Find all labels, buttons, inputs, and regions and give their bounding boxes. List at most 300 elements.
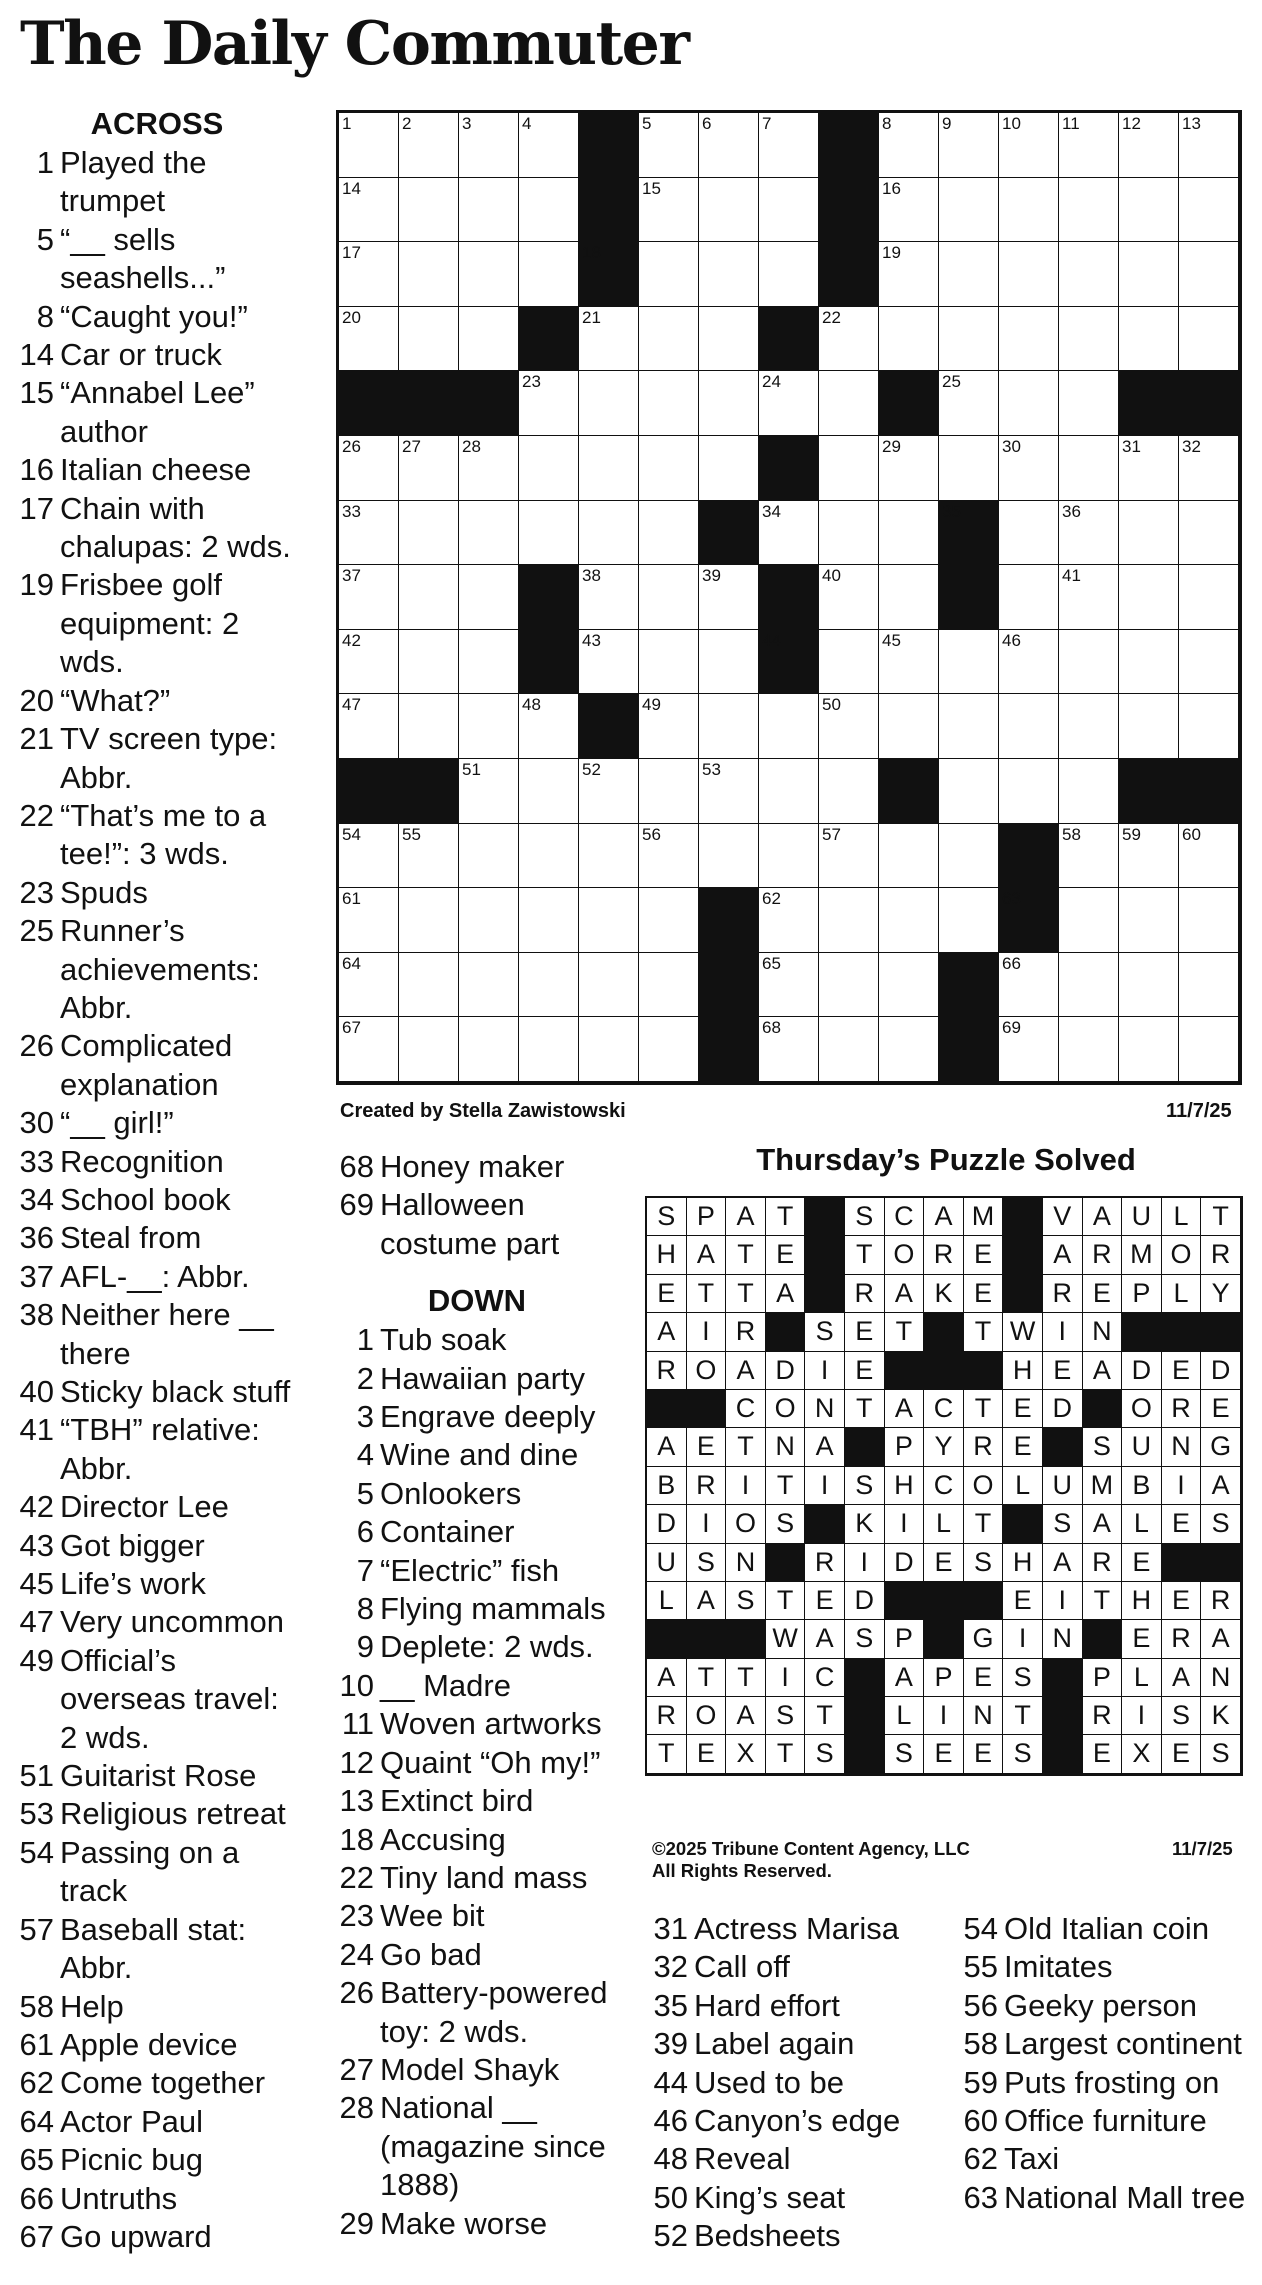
grid-cell[interactable] [339, 242, 399, 307]
solved-letter: N [1043, 1620, 1083, 1658]
grid-cell[interactable] [399, 953, 459, 1018]
grid-cell[interactable] [1059, 694, 1119, 759]
cell-number: 38 [582, 566, 601, 586]
cell-number: 69 [1002, 1018, 1021, 1038]
grid-cell[interactable] [519, 371, 579, 436]
grid-cell[interactable] [519, 694, 579, 759]
grid-cell[interactable] [819, 759, 879, 824]
grid-cell[interactable] [1119, 694, 1179, 759]
cell-number: 23 [522, 372, 541, 392]
grid-cell[interactable] [879, 501, 939, 566]
grid-cell[interactable] [1119, 501, 1179, 566]
solved-black-square [766, 1313, 806, 1351]
grid-cell[interactable] [819, 436, 879, 501]
grid-cell[interactable] [399, 630, 459, 695]
grid-cell[interactable] [1059, 501, 1119, 566]
grid-cell[interactable] [699, 630, 759, 695]
solved-letter: Y [1201, 1275, 1241, 1313]
grid-cell[interactable] [759, 501, 819, 566]
grid-cell[interactable] [639, 242, 699, 307]
grid-cell[interactable] [1179, 501, 1239, 566]
grid-cell[interactable] [1179, 824, 1239, 889]
grid-cell[interactable] [1119, 242, 1179, 307]
grid-cell[interactable] [399, 436, 459, 501]
grid-cell[interactable] [939, 630, 999, 695]
grid-cell[interactable] [339, 888, 399, 953]
grid-cell[interactable] [1119, 307, 1179, 372]
clue [14, 1988, 300, 2026]
grid-cell[interactable] [819, 501, 879, 566]
grid-cell[interactable] [879, 307, 939, 372]
clue-text: Battery-powered toy: 2 wds. [380, 1975, 608, 2049]
clue [646, 2217, 946, 2255]
solved-letter: A [1201, 1620, 1241, 1658]
grid-cell[interactable] [819, 694, 879, 759]
clue-number: 8 [36, 298, 54, 334]
grid-cell[interactable] [339, 113, 399, 178]
grid-cell[interactable] [339, 501, 399, 566]
cell-number: 41 [1062, 566, 1081, 586]
grid-cell[interactable] [1179, 113, 1239, 178]
grid-cell[interactable] [999, 953, 1059, 1018]
grid-cell[interactable] [879, 113, 939, 178]
clue-text: “TBH” relative: Abbr. [60, 1412, 260, 1486]
clue-number: 28 [339, 2090, 374, 2126]
grid-cell[interactable] [999, 630, 1059, 695]
solved-letter: E [805, 1582, 845, 1620]
grid-cell[interactable] [1179, 242, 1239, 307]
grid-cell[interactable] [879, 1017, 939, 1082]
grid-cell[interactable] [459, 953, 519, 1018]
clue-text: National Mall tree [1004, 2179, 1246, 2215]
grid-cell[interactable] [579, 371, 639, 436]
solved-letter: S [1201, 1735, 1241, 1773]
grid-cell[interactable] [699, 242, 759, 307]
grid-cell[interactable] [519, 178, 579, 243]
grid-cell[interactable] [519, 1017, 579, 1082]
grid-cell[interactable] [639, 565, 699, 630]
clue-number: 7 [356, 1552, 374, 1588]
down-clues-continued-2 [956, 1910, 1256, 2217]
clue-number: 66 [19, 2180, 54, 2216]
solved-letter: P [885, 1620, 925, 1658]
solved-letter: T [1083, 1582, 1123, 1620]
cell-number: 45 [882, 630, 901, 650]
grid-cell[interactable] [519, 759, 579, 824]
grid-cell[interactable] [639, 824, 699, 889]
grid-cell[interactable] [459, 759, 519, 824]
solved-letter: N [726, 1544, 766, 1582]
grid-cell[interactable] [699, 178, 759, 243]
clue [14, 1219, 300, 1257]
black-square [939, 1017, 999, 1082]
grid-cell[interactable] [459, 242, 519, 307]
grid-cell[interactable] [999, 565, 1059, 630]
grid-cell[interactable] [399, 565, 459, 630]
clue-number: 54 [19, 1834, 54, 1870]
grid-cell[interactable] [819, 630, 879, 695]
grid-cell[interactable] [639, 759, 699, 824]
grid-cell[interactable] [399, 178, 459, 243]
grid-cell[interactable] [639, 436, 699, 501]
grid-cell[interactable] [579, 824, 639, 889]
grid-cell[interactable] [819, 1017, 879, 1082]
grid-cell[interactable] [699, 565, 759, 630]
cell-number: 43 [582, 630, 601, 650]
grid-cell[interactable] [1179, 436, 1239, 501]
cell-number: 60 [1182, 824, 1201, 844]
grid-cell[interactable] [939, 113, 999, 178]
solved-black-square [924, 1582, 964, 1620]
grid-cell[interactable] [339, 824, 399, 889]
solved-letter: R [1043, 1275, 1083, 1313]
solved-letter: D [885, 1544, 925, 1582]
grid-cell[interactable] [1179, 953, 1239, 1018]
grid-cell[interactable] [939, 694, 999, 759]
solved-letter: R [805, 1544, 845, 1582]
grid-cell[interactable] [699, 824, 759, 889]
cell-number: 28 [462, 436, 481, 456]
grid-cell[interactable] [639, 953, 699, 1018]
solved-letter: A [1083, 1505, 1123, 1543]
black-square [1179, 759, 1239, 824]
grid-cell[interactable] [339, 436, 399, 501]
clue [14, 797, 300, 874]
grid-cell[interactable] [1059, 888, 1119, 953]
grid-cell[interactable] [519, 501, 579, 566]
clue [332, 1974, 622, 2051]
grid-cell[interactable] [1059, 242, 1119, 307]
grid-cell[interactable] [1059, 436, 1119, 501]
grid-cell[interactable] [879, 630, 939, 695]
grid-cell[interactable] [1119, 436, 1179, 501]
solved-letter: A [647, 1313, 687, 1351]
grid-cell[interactable] [699, 759, 759, 824]
grid-cell[interactable] [639, 178, 699, 243]
grid-cell[interactable] [1119, 824, 1179, 889]
grid-cell[interactable] [759, 1017, 819, 1082]
grid-cell[interactable] [1059, 630, 1119, 695]
grid-cell[interactable] [1119, 888, 1179, 953]
grid-cell[interactable] [579, 759, 639, 824]
grid-cell[interactable] [879, 565, 939, 630]
clue-text: Wine and dine [380, 1437, 579, 1473]
grid-cell[interactable] [1059, 1017, 1119, 1082]
clue-number: 35 [653, 1987, 688, 2023]
grid-cell[interactable] [999, 371, 1059, 436]
solved-letter: O [687, 1697, 727, 1735]
grid-cell[interactable] [639, 501, 699, 566]
grid-cell[interactable] [879, 824, 939, 889]
grid-cell[interactable] [339, 630, 399, 695]
cell-number: 36 [1062, 501, 1081, 521]
grid-cell[interactable] [519, 242, 579, 307]
clue [332, 1513, 622, 1551]
black-square [879, 759, 939, 824]
grid-cell[interactable] [1179, 307, 1239, 372]
grid-cell[interactable] [759, 113, 819, 178]
grid-cell[interactable] [579, 630, 639, 695]
black-square [819, 178, 879, 243]
grid-cell[interactable] [519, 824, 579, 889]
grid-cell[interactable] [759, 759, 819, 824]
grid-cell[interactable] [819, 953, 879, 1018]
solved-letter: S [647, 1198, 687, 1236]
cell-number: 2 [402, 114, 412, 133]
solved-black-square [647, 1390, 687, 1428]
grid-cell[interactable] [339, 307, 399, 372]
grid-cell[interactable] [1179, 694, 1239, 759]
grid-cell[interactable] [1059, 953, 1119, 1018]
grid-cell[interactable] [459, 888, 519, 953]
solved-letter: T [964, 1390, 1004, 1428]
grid-cell[interactable] [939, 307, 999, 372]
grid-cell[interactable] [579, 565, 639, 630]
clue-number: 67 [19, 2218, 54, 2254]
grid-cell[interactable] [1179, 888, 1239, 953]
clue-number: 63 [963, 2179, 998, 2215]
clue-text: Religious retreat [60, 1796, 286, 1832]
clue [646, 2064, 946, 2102]
grid-cell[interactable] [459, 824, 519, 889]
black-square [519, 565, 579, 630]
grid-cell[interactable] [879, 242, 939, 307]
grid-cell[interactable] [459, 501, 519, 566]
grid-cell[interactable] [339, 178, 399, 243]
grid-cell[interactable] [1059, 565, 1119, 630]
grid-cell[interactable] [699, 694, 759, 759]
grid-cell[interactable] [939, 759, 999, 824]
grid-cell[interactable] [459, 630, 519, 695]
grid-cell[interactable] [699, 113, 759, 178]
clue-number: 50 [653, 2179, 688, 2215]
solved-letter: P [1122, 1275, 1162, 1313]
grid-cell[interactable] [1179, 630, 1239, 695]
solved-letter: C [924, 1467, 964, 1505]
grid-cell[interactable] [639, 307, 699, 372]
solved-letter: E [1003, 1582, 1043, 1620]
solved-letter: A [647, 1659, 687, 1697]
grid-cell[interactable] [819, 371, 879, 436]
grid-cell[interactable] [519, 113, 579, 178]
grid-cell[interactable] [699, 307, 759, 372]
grid-cell[interactable] [759, 888, 819, 953]
grid-cell[interactable] [1059, 307, 1119, 372]
solved-letter: T [964, 1505, 1004, 1543]
grid-cell[interactable] [939, 371, 999, 436]
cell-number: 44 [762, 630, 781, 650]
grid-cell[interactable] [459, 436, 519, 501]
grid-cell[interactable] [1119, 565, 1179, 630]
grid-cell[interactable] [999, 759, 1059, 824]
solved-letter: D [766, 1352, 806, 1390]
clue-number: 11 [341, 1706, 374, 1742]
clue [14, 451, 300, 489]
solved-letter: T [1003, 1697, 1043, 1735]
grid-cell[interactable] [999, 242, 1059, 307]
grid-cell[interactable] [699, 436, 759, 501]
clue [956, 2064, 1256, 2102]
clue [332, 2205, 622, 2243]
grid-cell[interactable] [399, 501, 459, 566]
grid-cell[interactable] [399, 242, 459, 307]
grid-cell[interactable] [819, 824, 879, 889]
cell-number: 51 [462, 759, 481, 779]
clue [332, 1936, 622, 1974]
clue [14, 682, 300, 720]
down-clues-continued [646, 1910, 946, 2256]
solved-letter: R [964, 1428, 1004, 1466]
grid-cell[interactable] [459, 1017, 519, 1082]
solved-letter: A [1043, 1236, 1083, 1274]
solved-letter: E [1162, 1582, 1202, 1620]
grid-cell[interactable] [459, 565, 519, 630]
grid-cell[interactable] [339, 1017, 399, 1082]
grid-cell[interactable] [759, 824, 819, 889]
solved-letter: D [1201, 1352, 1241, 1390]
clue-text: Woven artworks [380, 1706, 602, 1742]
grid-cell[interactable] [759, 371, 819, 436]
grid-cell[interactable] [879, 178, 939, 243]
grid-cell[interactable] [579, 953, 639, 1018]
grid-cell[interactable] [1119, 178, 1179, 243]
cell-number: 42 [342, 630, 361, 650]
clue-number: 57 [19, 1911, 54, 1947]
grid-cell[interactable] [1059, 178, 1119, 243]
solved-letter: T [766, 1467, 806, 1505]
grid-cell[interactable] [759, 953, 819, 1018]
solved-letter: E [1083, 1735, 1123, 1773]
grid-cell[interactable] [879, 694, 939, 759]
grid-cell[interactable] [639, 371, 699, 436]
solved-letter: E [1162, 1735, 1202, 1773]
solved-black-square [1003, 1198, 1043, 1236]
grid-cell[interactable] [339, 953, 399, 1018]
solved-black-square [845, 1659, 885, 1697]
grid-cell[interactable] [1119, 630, 1179, 695]
grid-cell[interactable] [759, 694, 819, 759]
grid-cell[interactable] [519, 888, 579, 953]
grid-cell[interactable] [579, 501, 639, 566]
grid-cell[interactable] [339, 694, 399, 759]
grid-cell[interactable] [999, 178, 1059, 243]
grid-cell[interactable] [999, 436, 1059, 501]
grid-cell[interactable] [399, 113, 459, 178]
clue-number: 45 [19, 1566, 54, 1602]
grid-cell[interactable] [399, 1017, 459, 1082]
clue-text: Tiny land mass [380, 1859, 588, 1895]
grid-cell[interactable] [579, 1017, 639, 1082]
grid-cell[interactable] [339, 565, 399, 630]
black-square [699, 953, 759, 1018]
grid-cell[interactable] [579, 436, 639, 501]
grid-cell[interactable] [1179, 565, 1239, 630]
grid-cell[interactable] [939, 888, 999, 953]
grid-cell[interactable] [459, 694, 519, 759]
grid-cell[interactable] [579, 888, 639, 953]
grid-cell[interactable] [579, 307, 639, 372]
grid-cell[interactable] [639, 630, 699, 695]
clue [14, 1527, 300, 1565]
grid-cell[interactable] [939, 178, 999, 243]
solved-black-square [766, 1544, 806, 1582]
cell-number: 35 [942, 501, 961, 521]
grid-cell[interactable] [999, 307, 1059, 372]
grid-cell[interactable] [759, 178, 819, 243]
grid-cell[interactable] [939, 242, 999, 307]
cell-number: 40 [822, 566, 841, 586]
grid-cell[interactable] [639, 113, 699, 178]
grid-cell[interactable] [399, 307, 459, 372]
solved-black-square [964, 1352, 1004, 1390]
grid-cell[interactable] [819, 565, 879, 630]
black-square [699, 1017, 759, 1082]
grid-cell[interactable] [759, 242, 819, 307]
cell-number: 22 [822, 307, 841, 327]
solved-letter: T [845, 1390, 885, 1428]
grid-cell[interactable] [879, 888, 939, 953]
grid-cell[interactable] [1119, 113, 1179, 178]
clue [14, 2103, 300, 2141]
grid-cell[interactable] [459, 113, 519, 178]
grid-cell[interactable] [999, 694, 1059, 759]
grid-cell[interactable] [459, 178, 519, 243]
grid-cell[interactable] [1119, 1017, 1179, 1082]
grid-cell[interactable] [639, 888, 699, 953]
solved-letter: O [687, 1352, 727, 1390]
solved-letter: R [1162, 1620, 1202, 1658]
cell-number: 12 [1122, 114, 1141, 133]
black-square [759, 307, 819, 372]
grid-cell[interactable] [519, 436, 579, 501]
solved-letter: R [1162, 1390, 1202, 1428]
clue-number: 65 [19, 2142, 54, 2178]
grid-cell[interactable] [639, 694, 699, 759]
grid-cell[interactable] [1059, 824, 1119, 889]
solved-letter: T [1201, 1198, 1241, 1236]
grid-cell[interactable] [819, 888, 879, 953]
grid-cell[interactable] [399, 888, 459, 953]
grid-cell[interactable] [999, 1017, 1059, 1082]
grid-cell[interactable] [399, 824, 459, 889]
grid-cell[interactable] [519, 953, 579, 1018]
grid-cell[interactable] [819, 307, 879, 372]
grid-cell[interactable] [939, 824, 999, 889]
grid-cell[interactable] [999, 501, 1059, 566]
grid-cell[interactable] [1179, 1017, 1239, 1082]
solved-letter: S [766, 1505, 806, 1543]
clue-text: Official’s overseas travel: 2 wds. [60, 1642, 279, 1755]
grid-cell[interactable] [459, 307, 519, 372]
grid-cell[interactable] [879, 436, 939, 501]
black-square [999, 888, 1059, 953]
grid-cell[interactable] [999, 113, 1059, 178]
grid-cell[interactable] [399, 694, 459, 759]
grid-cell[interactable] [1059, 371, 1119, 436]
grid-cell[interactable] [1179, 178, 1239, 243]
grid-cell[interactable] [699, 371, 759, 436]
grid-cell[interactable] [1119, 953, 1179, 1018]
grid-cell[interactable] [1059, 113, 1119, 178]
solved-letter: K [845, 1505, 885, 1543]
grid-cell[interactable] [939, 436, 999, 501]
grid-cell[interactable] [879, 953, 939, 1018]
clue-number: 61 [19, 2026, 54, 2062]
solved-letter: A [726, 1352, 766, 1390]
solved-letter: R [845, 1275, 885, 1313]
grid-cell[interactable] [1059, 759, 1119, 824]
grid-cell[interactable] [639, 1017, 699, 1082]
